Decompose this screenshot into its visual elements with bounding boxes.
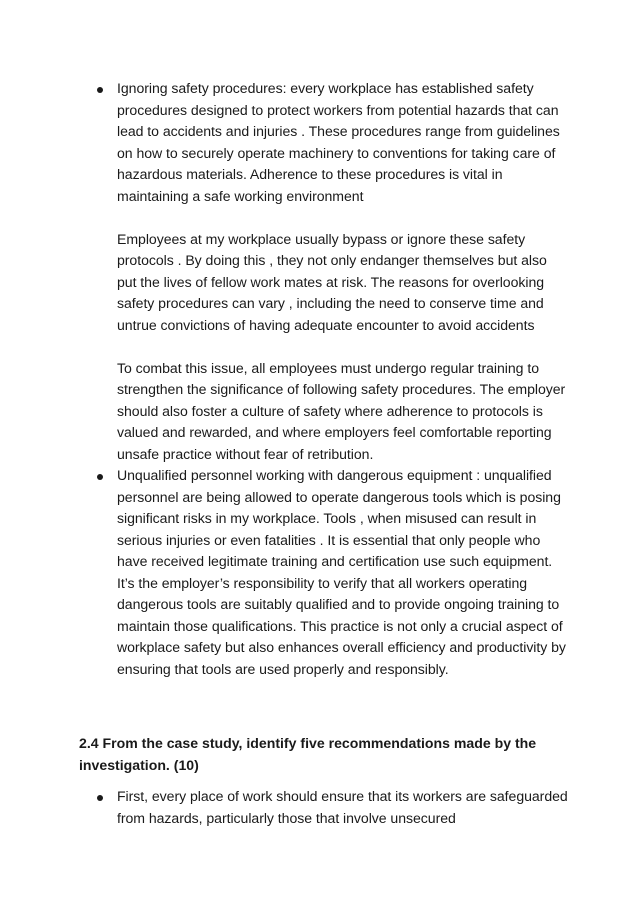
paragraph-spacer [117, 336, 568, 358]
section-heading: 2.4 From the case study, identify five recommendations made by the investigation. (10) [79, 735, 537, 773]
bullet-list [0, 786, 638, 829]
paragraph: To combat this issue, all employees must undergo regular training to strengthen the significance of following safety procedures. The employer should also foster a culture of safety where adherence to protocols is valued and rewarded, and where employers feel comfortable reporting unsafe practice without fear of retribution. [117, 359, 566, 462]
bullet-icon [97, 795, 103, 801]
list-item [0, 78, 638, 465]
paragraph: Employees at my workplace usually bypass or ignore these safety protocols . By doing this , they not only endanger themselves but also put the lives of fellow work mates at risk. The reasons for overlooking safety procedures can vary , including the need to conserve time and untrue convictions of having adequate encounter to avoid accidents [117, 230, 547, 333]
paragraph-spacer [117, 207, 568, 229]
bullet-list [0, 78, 638, 680]
list-item [0, 465, 638, 680]
paragraph: Unqualified personnel working with dangerous equipment : unqualified personnel are being allowed to operate dangerous tools which is posing significant risks in my workplace. Tools , when misused can result in serious injuries or even fatalities . It is essential that only people who have received legitimate training and certification use such equipment. It’s the employer’s responsibility to verify that all workers operating dangerous tools are suitably qualified and to provide ongoing training to maintain those qualifications. This practice is not only a crucial aspect of workplace safety but also enhances overall efficiency and productivity by ensuring that tools are used properly and responsibly. [117, 467, 566, 677]
paragraph: First, every place of work should ensure that its workers are safeguarded from hazards, particularly those that involve unsecured [117, 788, 568, 826]
bullet-icon [97, 87, 103, 93]
bullet-icon [97, 474, 103, 480]
paragraph: Ignoring safety procedures: every workplace has established safety procedures designed to protect workers from potential hazards that can lead to accidents and injuries . These procedures range from guidelines on how to securely operate machinery to conventions for taking care of hazardous materials. Adherence to these procedures is vital in maintaining a safe working environment [117, 80, 560, 204]
list-item [0, 786, 638, 829]
